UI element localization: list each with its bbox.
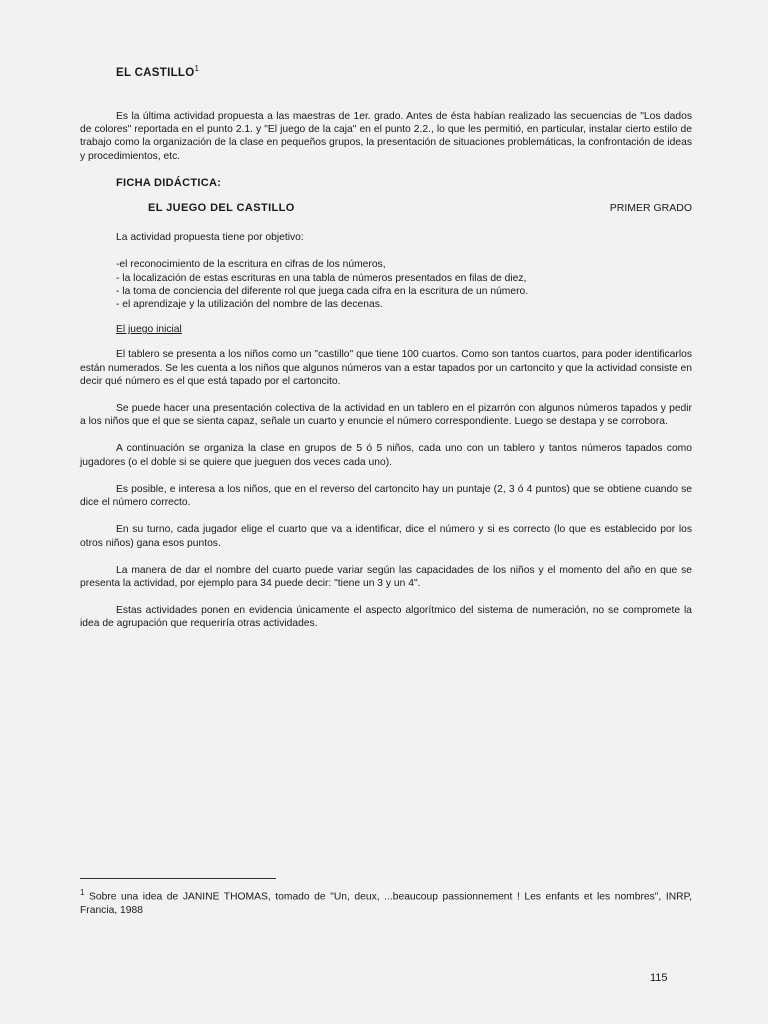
objective-intro: La actividad propuesta tiene por objetivo: bbox=[116, 232, 304, 244]
footnote-divider bbox=[80, 878, 276, 879]
body-paragraph: El tablero se presenta a los niños como un "castillo" que tiene 100 cuartos. Como son tantos cuartos, para poder identificarlos están numerados. Se les cuenta a los niños que algunos números van a estar tapados por un cartoncito y que la actividad consiste en decir qué número es el que está tapado por el cartoncito. bbox=[80, 349, 692, 387]
intro-paragraph: Es la última actividad propuesta a las maestras de 1er. grado. Antes de ésta habían realizado las secuencias de "Los dados de colores" reportada en el punto 2.1. y "El juego de la caja" en el punto 2.2., lo que les permitió, en particular, instalar cierto estilo de trabajo como la organización de la clase en pequeños grupos, la presentación de situaciones problemáticas, la confrontación de ideas y procedimientos, etc. bbox=[80, 111, 692, 162]
activity-title: EL JUEGO DEL CASTILLO bbox=[148, 202, 295, 215]
page-number: 115 bbox=[650, 972, 668, 984]
footnote-mark: 1 bbox=[80, 888, 85, 897]
footnote bbox=[80, 886, 692, 917]
body-paragraph: Estas actividades ponen en evidencia únicamente el aspecto algorítmico del sistema de numeración, no se compromete la idea de agrupación que requeriría otras actividades. bbox=[80, 605, 692, 630]
footnote-text: Sobre una idea de JANINE THOMAS, tomado de "Un, deux, ...beaucoup passionnement ! Les enfants et les nombres", INRP, Francia, 1988 bbox=[80, 891, 692, 916]
title-footnote-mark: 1 bbox=[194, 64, 200, 73]
objective-item: -el reconocimiento de la escritura en cifras de los números, bbox=[116, 259, 386, 271]
ficha-label: FICHA DIDÁCTICA: bbox=[116, 176, 222, 189]
page-content bbox=[80, 62, 692, 631]
objective-item: - el aprendizaje y la utilización del nombre de las decenas. bbox=[116, 299, 383, 311]
body-paragraph: A continuación se organiza la clase en grupos de 5 ó 5 niños, cada uno con un tablero y tantos números tapados como jugadores (o el doble si se quiere que jueguen dos veces cada uno). bbox=[80, 443, 692, 468]
activity-header bbox=[148, 202, 692, 215]
objectives-list bbox=[116, 258, 692, 311]
body-paragraph: La manera de dar el nombre del cuarto puede variar según las capacidades de los niños y el momento del año en que se presenta la actividad, por ejemplo para 34 puede decir: "tiene un 3 y un 4". bbox=[80, 564, 692, 589]
grade-label: PRIMER GRADO bbox=[609, 202, 692, 215]
page-title-text: EL CASTILLO bbox=[116, 66, 195, 79]
body-paragraph: Se puede hacer una presentación colectiva de la actividad en un tablero en el pizarrón con algunos números tapados y pedir a los niños que el que se sienta capaz, señale un cuarto y enuncie el número correspondiente. Luego se destapa y se corrobora. bbox=[80, 403, 692, 428]
body-paragraph: Es posible, e interesa a los niños, que en el reverso del cartoncito hay un puntaje (2, 3 ó 4 puntos) que se obtiene cuando se dice el número correcto. bbox=[80, 483, 692, 509]
section-heading: El juego inicial bbox=[116, 324, 182, 336]
objective-item: - la toma de conciencia del diferente rol que juega cada cifra en la escritura de un número. bbox=[116, 285, 529, 297]
page-title bbox=[116, 62, 692, 80]
body-paragraph: En su turno, cada jugador elige el cuarto que va a identificar, dice el número y si es correcto (lo que es establecido por los otros niños) gana esos puntos. bbox=[80, 524, 692, 549]
objective-item: - la localización de estas escrituras en una tabla de números presentados en filas de diez, bbox=[116, 272, 527, 284]
